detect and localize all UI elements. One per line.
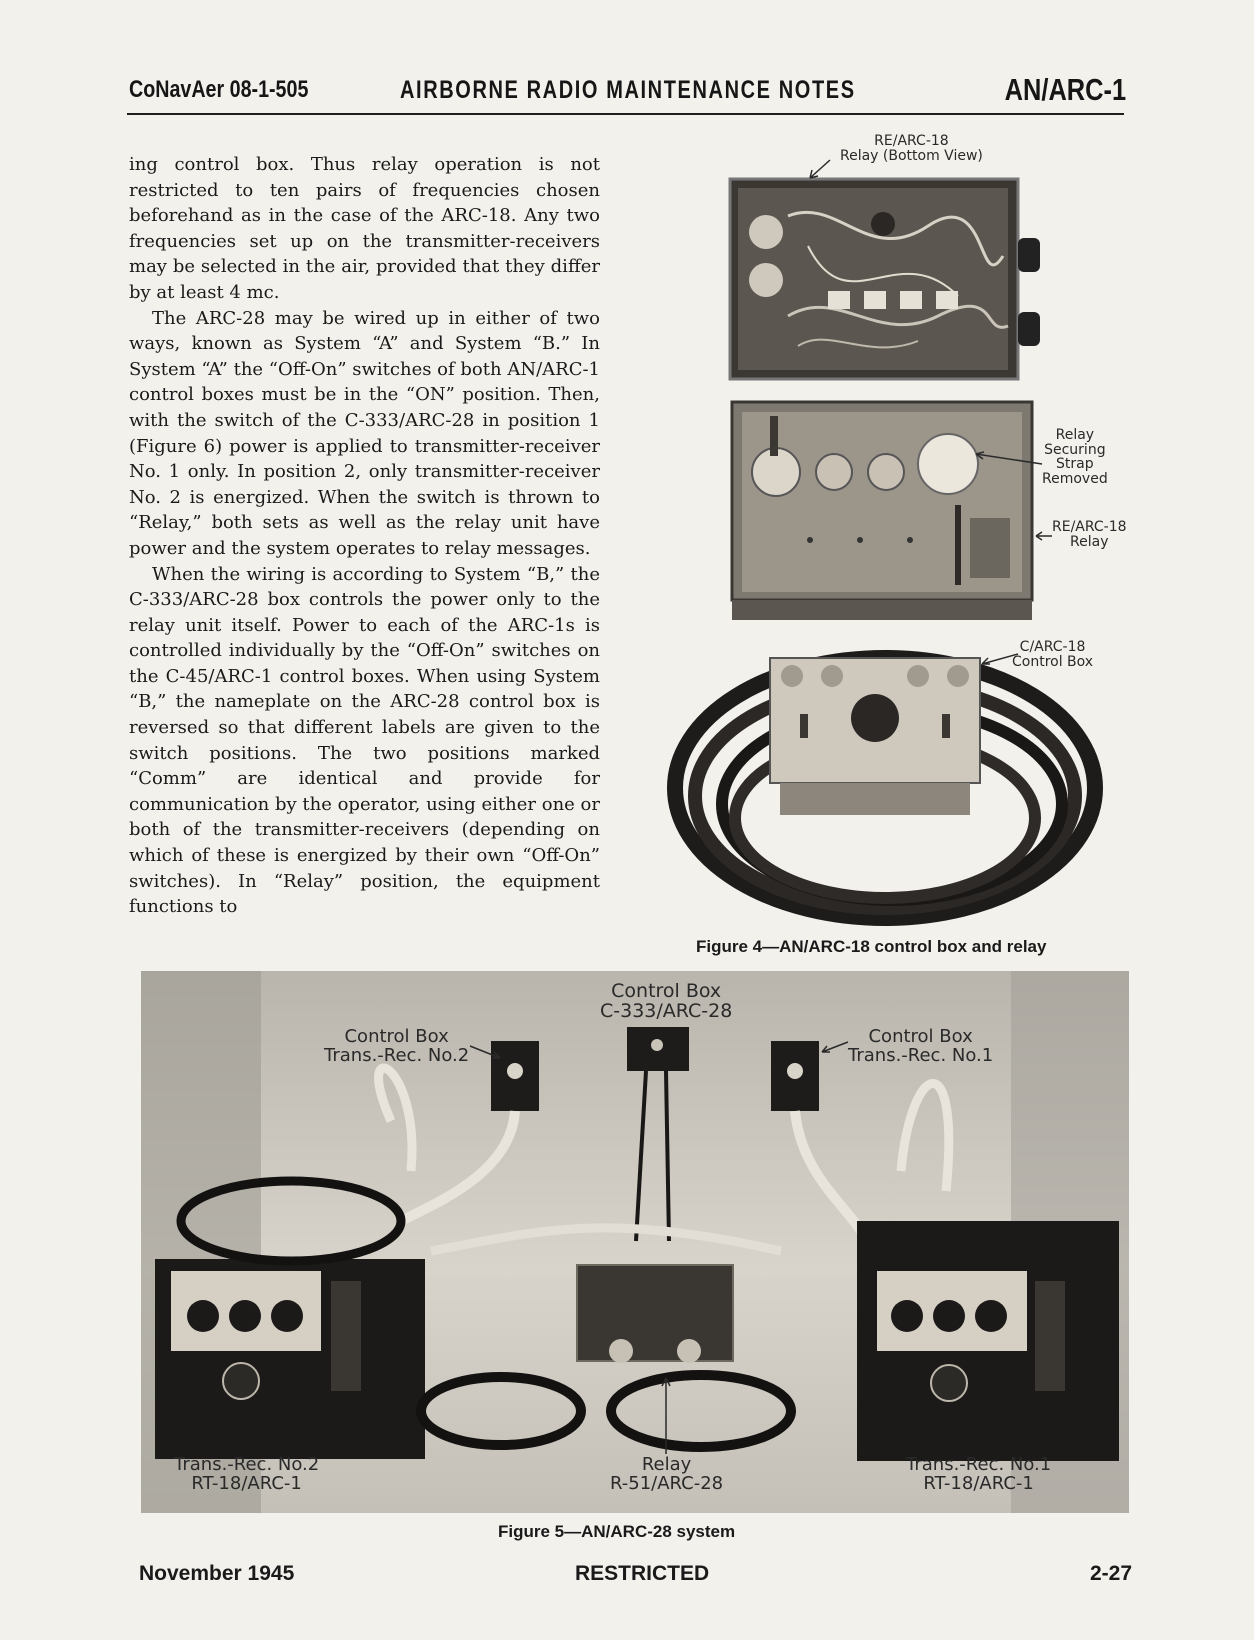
relay-r51-arrow [659,1376,673,1456]
figure5-caption: Figure 5—AN/ARC-28 system [498,1522,736,1541]
cb-tr1-arrow [820,1040,850,1054]
securing-strap-label: Relay Securing Strap Removed [1042,427,1108,488]
relay-r51-label: Relay R-51/ARC-28 [610,1454,724,1494]
paragraph: ing control box. Thus relay operation is not restricted to ten pairs of frequencies chosen beforehand as in the case of the ARC-18. Any two frequencies set up on the transmitter-receivers may be selected in the air, provided that they differ by at least 4 mc. [129,154,600,303]
cb-tr2-arrow [468,1044,502,1060]
tr1-label: Trans.-Rec. No.1 RT-18/ARC-1 [906,1454,1052,1494]
doc-id: CoNavAer 08-1-505 [129,76,309,103]
cb-c333-label: Control Box C-333/ARC-28 [600,980,733,1022]
paragraph: When the wiring is according to System “B,” the C-333/ARC-28 box controls the power only to the relay unit itself. Power to each of the ARC-1s is controlled individually by the “Off-On” switches on the C-45/ARC-1 control boxes. When using System “B,” the nameplate on the ARC-28 control box is reversed so that different labels are given to the switch positions. The two positions marked “Comm” are identical and provide for communication by the operator, using either one or both of the transmitter-receivers (depending on which of these is energized by their own “Off-On” switches). In “Relay” position, the equipment functions to [129,563,600,918]
header-rule [127,113,1124,115]
relay-arrow [1034,530,1054,542]
control-box-photo [660,628,1105,933]
tr2-label: Trans.-Rec. No.2 RT-18/ARC-1 [174,1454,320,1494]
paragraph: The ARC-28 may be wired up in either of two ways, known as System “A” and System “B.” In System “A” the “Off-On” switches of both AN/ARC-1 control boxes must be in the “ON” position. Then, with the switch of the C-333/ARC-28 in position 1 (Figure 6) power is applied to transmitter-receiver No. 1 only. In position 2, only transmitter-receiver No. 2 is energized. When the switch is thrown to “Relay,” both sets as well as the relay unit have power and the system operates to relay messages. [129,307,600,559]
control-box-label: C/ARC-18 Control Box [1012,639,1094,670]
relay-bottom-label: RE/ARC-18 Relay (Bottom View) [840,133,983,164]
control-box-arrow [980,652,1020,666]
cb-tr1-label: Control Box Trans.-Rec. No.1 [848,1026,994,1066]
relay-bottom-photo [728,176,1052,385]
cb-tr2-label: Control Box Trans.-Rec. No.2 [324,1026,470,1066]
securing-strap-arrow [974,450,1044,466]
page-number: 2-27 [1089,1562,1132,1585]
footer-classification: RESTRICTED [575,1562,710,1585]
page-title: AIRBORNE RADIO MAINTENANCE NOTES [400,76,856,104]
relay-label: RE/ARC-18 Relay [1052,519,1127,550]
figure4-caption: Figure 4—AN/ARC-18 control box and relay [696,937,1047,956]
body-text [129,152,600,920]
relay-bottom-arrow [806,158,832,180]
equipment-designation: AN/ARC-1 [1004,72,1126,107]
footer-date: November 1945 [139,1562,295,1585]
relay-top-photo [730,400,1040,626]
